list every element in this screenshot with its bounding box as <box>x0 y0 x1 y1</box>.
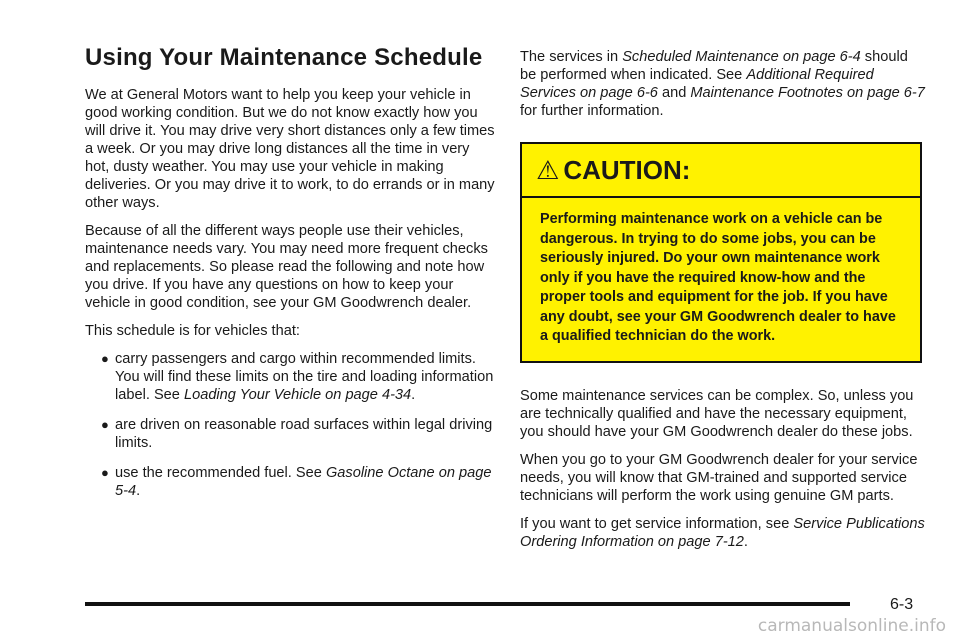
cross-reference-link[interactable]: Scheduled Maintenance on page 6-4 <box>622 49 861 65</box>
service-info-paragraph: If you want to get service information, see Service Publications Ordering Information on page 7-12. <box>520 515 925 550</box>
left-column <box>85 44 495 512</box>
schedule-lead: This schedule is for vehicles that: <box>85 323 300 339</box>
vehicle-condition-list <box>85 350 495 500</box>
services-paragraph: The services in Scheduled Maintenance on page 6-4 should be performed when indicated. See Additional Required Services on page 6-6 and Maintenance Footnotes on page 6-7 for further information. <box>520 49 925 119</box>
right-column <box>520 44 925 561</box>
intro-paragraph: We at General Motors want to help you keep your vehicle in good working condition. But we do not know exactly how you will drive it. You may drive very short distances only a few times a week. Or you may drive long distances all the time in very hot, dusty weather. You may use your vehicle in making deliveries. Or you may drive it to work, to do errands or in many other ways. <box>85 87 495 211</box>
usage-paragraph: Because of all the different ways people use their vehicles, maintenance needs vary. You may need more frequent checks and replacements. So please read the following and note how you drive. If you have any questions on how to keep your vehicle in good condition, see your GM Goodwrench dealer. <box>85 223 488 311</box>
caution-title: CAUTION: <box>563 154 691 185</box>
complex-services-paragraph: Some maintenance services can be complex. So, unless you are technically qualified and have the necessary equipment, you should have your GM Goodwrench dealer do these jobs. <box>520 387 914 440</box>
warning-triangle-icon: ⚠ <box>536 155 560 185</box>
page-title: Using Your Maintenance Schedule <box>85 44 483 71</box>
bullet-icon: ● <box>101 465 109 480</box>
list-item: ● are driven on reasonable road surfaces within legal driving limits. <box>101 417 493 451</box>
cross-reference-link[interactable]: Service Publications Ordering Information on page 7-12 <box>520 515 925 550</box>
list-item: ● carry passengers and cargo within recommended limits. You will find these limits on the tire and loading information label. See Loading Your Vehicle on page 4-34. <box>101 351 494 403</box>
watermark: carmanualsonline.info <box>757 616 946 636</box>
bullet-icon: ● <box>101 351 109 366</box>
cross-reference-link[interactable]: Gasoline Octane on page 5-4 <box>115 465 492 499</box>
caution-box <box>520 142 922 363</box>
bullet-icon: ● <box>101 417 109 432</box>
cross-reference-link[interactable]: Maintenance Footnotes on page 6-7 <box>690 85 925 101</box>
footer-rule <box>85 602 850 606</box>
caution-text: Performing maintenance work on a vehicle can be dangerous. In trying to do some jobs, you can be seriously injured. Do your own maintenance work only if you have the required know-how and the proper tools and equipment for the job. If you have any doubt, see your GM Goodwrench dealer to have a qualified technician do the work. <box>522 198 920 361</box>
cross-reference-link[interactable]: Loading Your Vehicle on page 4-34 <box>183 387 412 403</box>
list-item: ● use the recommended fuel. See Gasoline Octane on page 5-4. <box>101 465 492 499</box>
caution-header <box>522 144 920 198</box>
dealer-paragraph: When you go to your GM Goodwrench dealer for your service needs, you will know that GM-trained and supported service technicians will perform the work using genuine GM parts. <box>520 451 918 504</box>
cross-reference-link[interactable]: Additional Required Services on page 6-6 <box>520 67 874 101</box>
page-number: 6-3 <box>890 596 914 613</box>
